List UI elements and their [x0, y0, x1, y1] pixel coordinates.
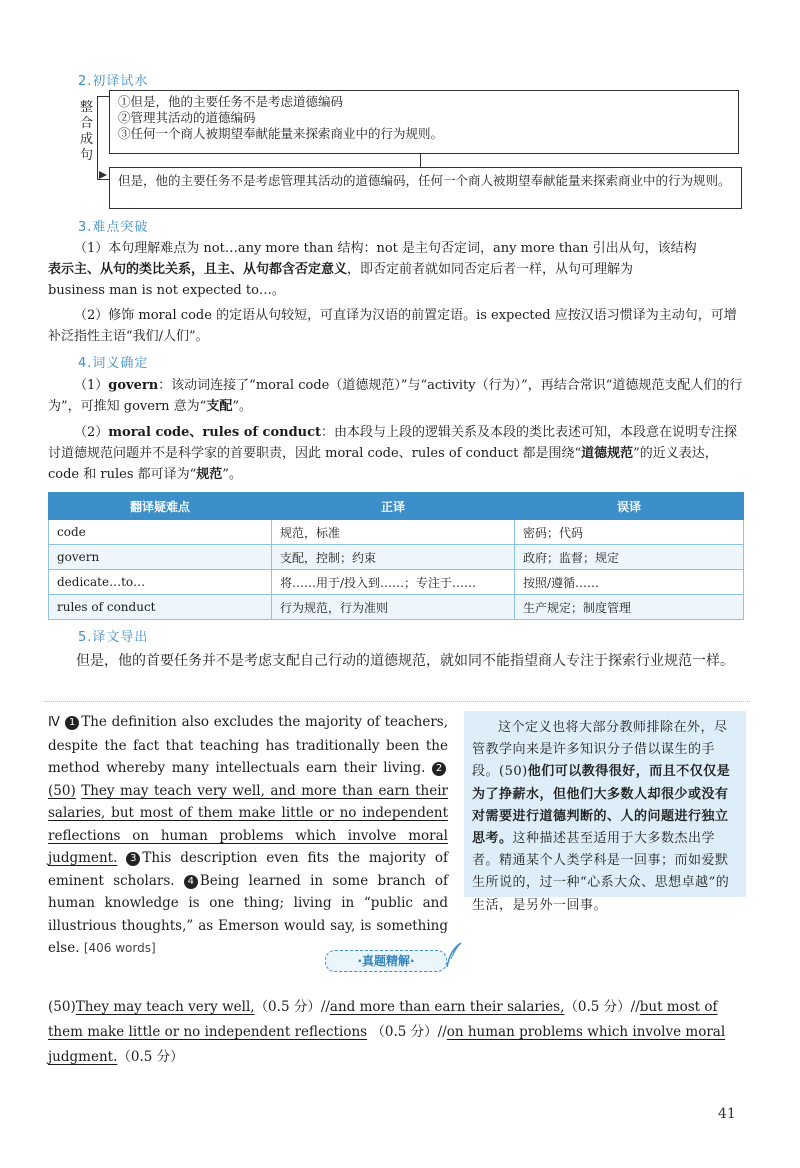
translation-panel [464, 711, 746, 913]
quill-icon [444, 941, 464, 969]
word-count: [406 words] [83, 941, 156, 955]
passage-label: Ⅳ [48, 715, 61, 730]
score-4: （0.5 分） [117, 1049, 184, 1065]
split-sentences-box [109, 90, 739, 154]
score-3: （0.5 分）// [371, 1024, 447, 1040]
difficulty-p1-rest: ，即否定前者就如同否定后者一样，从句可理解为 [347, 262, 634, 277]
table-cell: 政府；监督；规定 [515, 545, 744, 570]
table-cell: 行为规范，行为准则 [272, 595, 515, 620]
table-cell: dedicate…to… [49, 570, 272, 595]
translation-table [48, 492, 744, 620]
wm-p1-end: ”。 [232, 399, 253, 414]
section-4-title: 4.词义确定 [78, 356, 149, 371]
sentence-1: The definition also excludes the majority of teachers, despite the fact that teaching has traditionally been the method whereby many intellectuals earn their living. [48, 714, 449, 776]
wm-code-term: moral code、rules of conduct [108, 425, 322, 440]
table-cell: govern [49, 545, 272, 570]
answer-part-2: and more than earn their salaries, [329, 999, 565, 1015]
sentence-4: Being learned in some branch of human knowledge is one thing; living in “public and illustrious thoughts,” as Emerson would say, is something else. [48, 872, 448, 956]
combined-sentence-box: 但是，他的主要任务不是考虑管理其活动的道德编码，任何一个商人被期望奉献能量来探索商业中的行为规则。 [109, 167, 742, 209]
split-line-3: ③任何一个商人被期望奉献能量来探索商业中的行为规则。 [118, 126, 444, 141]
split-line-1: ①但是，他的主要任务不是考虑道德编码 [118, 94, 344, 109]
wm-p1-prefix: （1） [74, 378, 109, 393]
translation-part-2: 这种描述甚至适用于大多数杰出学者。精通某个人类学科是一回事；而如爱默生所说的，过一种“心系大众、思想卓越”的生活，是另外一回事。 [472, 831, 730, 913]
table-cell: 将……用于/投入到……；专注于…… [272, 570, 515, 595]
answer-paragraph [48, 995, 748, 1070]
table-cell: 支配，控制；约束 [272, 545, 515, 570]
analysis-badge: ·真题精解· [325, 950, 447, 972]
wm-p2-body: ：由本段与上段的逻辑关系及本段的类比表述可知，本段意在说明专注探讨道德规范问题并不是科学家的首要职责，因此 moral code、rules of conduct 都是围绕“ [48, 425, 738, 461]
table-row [49, 520, 744, 545]
table-cell: code [49, 520, 272, 545]
split-line-2: ②管理其活动的道德编码 [118, 110, 256, 125]
sentence-number-icon: 4 [184, 875, 198, 889]
answer-part-3: but most of them make little or no independent reflections [48, 999, 718, 1040]
final-translation: 但是，他的首要任务并不是考虑支配自己行动的道德规范，就如同不能指望商人专注于探索行业规范一样。 [76, 653, 734, 669]
table-cell: 按照/遵循…… [515, 570, 744, 595]
wm-key-1: 道德规范 [581, 446, 634, 461]
table-header-row [49, 493, 744, 520]
word-meaning-paragraph-2 [48, 422, 744, 485]
score-1: （0.5 分）// [254, 999, 330, 1015]
answer-number: (50) [48, 999, 76, 1015]
wm-p2-prefix: （2） [74, 425, 109, 440]
section-2-title: 2.初译试水 [78, 74, 149, 89]
wm-p1-body: ：该动词连接了“moral code（道德规范）”与“activity（行为）”，再结合常识“道德规范支配人们的行为”，可推知 govern 意为“ [48, 378, 743, 414]
difficulty-p1-line3: business man is not expected to…。 [48, 283, 285, 298]
table-header: 正译 [272, 493, 515, 520]
section-3-title: 3.难点突破 [78, 220, 149, 235]
difficulty-p1-line1: （1）本句理解难点为 not…any more than 结构：not 是主句否定词，any more than 引出从句，该结构 [74, 241, 697, 256]
score-2: （0.5 分）// [564, 999, 640, 1015]
table-row [49, 545, 744, 570]
table-row [49, 570, 744, 595]
word-meaning-paragraph-1 [48, 375, 744, 417]
translation-part-1: 这个定义也将大部分教师排除在外，尽管教学向来是许多知识分子借以谋生的手段。(50) [472, 720, 728, 780]
answer-part-4: on human problems which involve moral judgment. [48, 1024, 726, 1065]
wm-govern-meaning: 支配 [206, 399, 233, 414]
sentence-3: This description even fits the majority of eminent scholars. [48, 850, 449, 889]
passage-paragraph [48, 711, 448, 960]
answer-part-1: They may teach very well, [75, 999, 255, 1015]
table-cell: 密码；代码 [515, 520, 744, 545]
difficulty-paragraph-1 [48, 238, 744, 301]
table-row [49, 595, 744, 620]
translation-key: 他们可以教得很好，而且不仅仅是为了挣薪水，但他们大多数人却很少或没有对需要进行道德判断的、人的问题进行独立思考。 [472, 764, 731, 847]
sentence-number-icon: 2 [432, 762, 446, 776]
difficulty-paragraph-2: （2）修饰 moral code 的定语从句较短，可直译为汉语的前置定语。is expected 应按汉语习惯译为主动句，可增补泛指性主语“我们/人们”。 [48, 308, 737, 344]
arrow-icon [99, 171, 107, 179]
connector-line [420, 154, 421, 167]
divider [44, 701, 750, 702]
wm-govern-term: govern [108, 378, 159, 393]
wm-p2-body2: ”的近义表达，code 和 rules 都可译为“ [48, 446, 718, 482]
section-5-title: 5.译文导出 [78, 630, 149, 645]
wm-key-2: 规范 [196, 467, 223, 482]
table-cell: rules of conduct [49, 595, 272, 620]
merge-side-label: 整合成句 [80, 100, 94, 163]
table-header: 翻译疑难点 [49, 493, 272, 520]
sentence-number-icon: 1 [65, 716, 79, 730]
table-cell: 规范，标准 [272, 520, 515, 545]
page-number: 41 [718, 1106, 736, 1122]
difficulty-key-bold: 表示主、从句的类比关系，且主、从句都含否定意义 [48, 262, 348, 277]
table-header: 误译 [515, 493, 744, 520]
sentence-number-icon: 3 [126, 852, 140, 866]
sentence-2: They may teach very well, and more than earn their salaries, but most of them make little or no independent reflections on human problems which involve moral judgment. [48, 782, 449, 866]
wm-p2-end: ”。 [222, 467, 242, 482]
sentence-2-number: (50) [48, 782, 76, 799]
table-cell: 生产规定；制度管理 [515, 595, 744, 620]
